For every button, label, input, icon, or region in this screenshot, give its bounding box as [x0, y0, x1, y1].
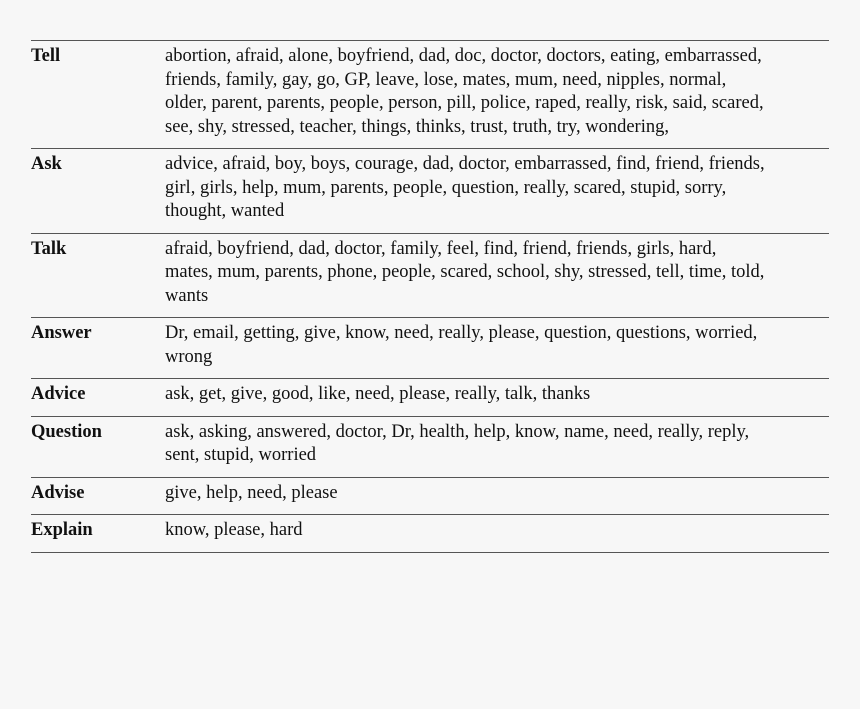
words-line: ask, asking, answered, doctor, Dr, health, help, know, name, need, really, reply, — [165, 421, 750, 442]
words-line: wrong — [165, 346, 213, 367]
table-row-answer — [31, 318, 829, 379]
words-line: Dr, email, getting, give, know, need, really, please, question, questions, worried, — [165, 323, 758, 343]
table-row-tell — [31, 41, 829, 149]
word-association-table — [31, 40, 829, 553]
table-row-advice — [31, 379, 829, 417]
row-words — [165, 482, 829, 506]
words-line: advice, afraid, boy, boys, courage, dad, doctor, embarrassed, find, friend, friends, — [165, 154, 765, 174]
table-row-talk — [31, 234, 829, 319]
row-words — [165, 519, 829, 543]
words-line: afraid, boyfriend, dad, doctor, family, feel, find, friend, friends, girls, hard, — [165, 238, 717, 259]
table-row-ask — [31, 149, 829, 234]
row-term: Advice — [31, 384, 86, 404]
row-term: Question — [31, 421, 102, 442]
row-term: Answer — [31, 323, 92, 343]
words-line: older, parent, parents, people, person, pill, police, raped, really, risk, said, scared, — [165, 93, 764, 113]
words-line: wants — [165, 285, 209, 306]
table-row-question — [31, 417, 829, 478]
words-line: abortion, afraid, alone, boyfriend, dad, doc, doctor, doctors, eating, embarrassed, — [165, 46, 762, 66]
row-words — [165, 238, 829, 309]
words-line: see, shy, stressed, teacher, things, thinks, trust, truth, try, wondering, — [165, 116, 669, 137]
row-term: Explain — [31, 520, 93, 540]
words-line: mates, mum, parents, phone, people, scared, school, shy, stressed, tell, time, told, — [165, 262, 765, 282]
row-term: Tell — [31, 46, 61, 66]
words-line: give, help, need, please — [165, 482, 338, 503]
words-line: sent, stupid, worried — [165, 445, 317, 465]
table-row-advise — [31, 478, 829, 516]
words-line: ask, get, give, good, like, need, please, really, talk, thanks — [165, 384, 591, 404]
row-words — [165, 383, 829, 407]
table-row-explain — [31, 515, 829, 553]
words-line: thought, wanted — [165, 201, 285, 221]
row-words — [165, 153, 829, 224]
row-words — [165, 45, 829, 139]
words-line: know, please, hard — [165, 520, 303, 540]
words-line: friends, family, gay, go, GP, leave, lose, mates, mum, need, nipples, normal, — [165, 69, 727, 90]
row-words — [165, 322, 829, 369]
words-line: girl, girls, help, mum, parents, people, question, really, scared, stupid, sorry, — [165, 177, 727, 198]
row-term: Advise — [31, 482, 85, 503]
row-words — [165, 421, 829, 468]
row-term: Ask — [31, 154, 62, 174]
row-term: Talk — [31, 238, 67, 259]
